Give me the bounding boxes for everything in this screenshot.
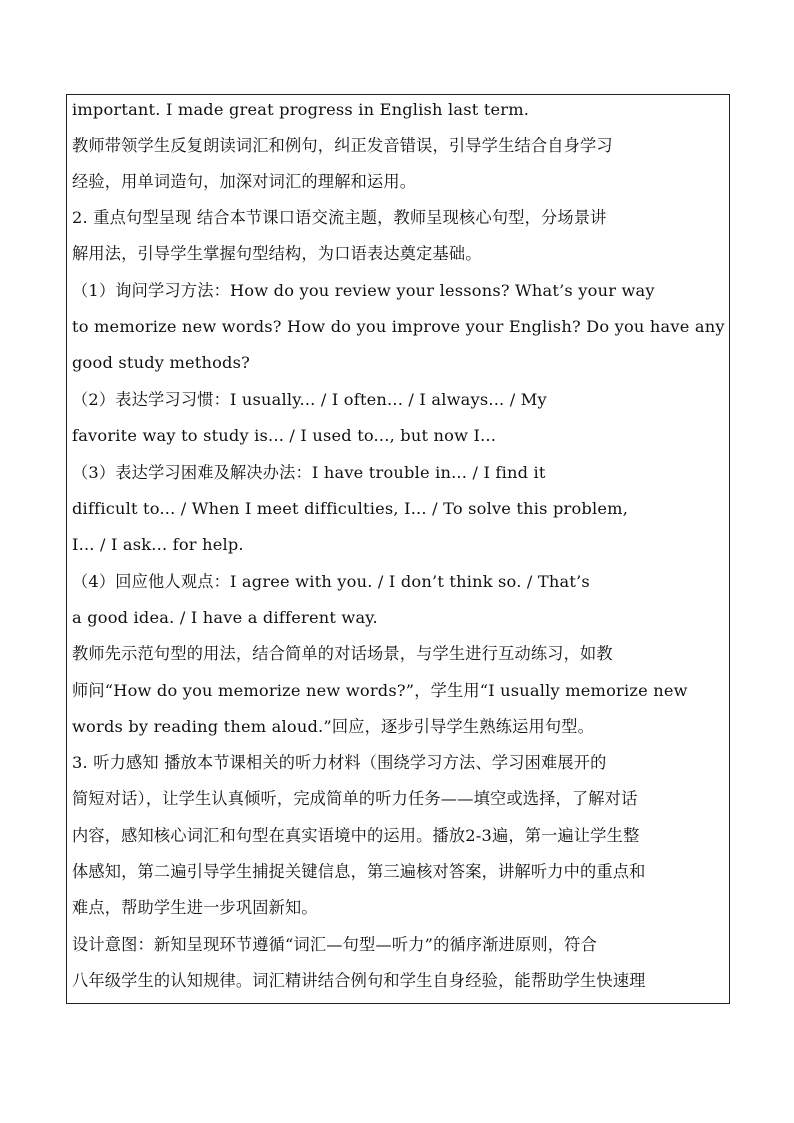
text-line-2: 教师带领学生反复朗读词汇和例句，纠正发音错误，引导学生结合自身学习 — [72, 136, 613, 155]
text-line-15: a good idea. / I have a different way. — [72, 608, 378, 627]
text-line-23: 难点，帮助学生进一步巩固新知。 — [72, 898, 318, 917]
text-line-1: important. I made great progress in English last term. — [72, 100, 530, 119]
text-line-20: 简短对话），让学生认真倾听，完成简单的听力任务——填空或选择，了解对话 — [72, 789, 638, 808]
text-line-22: 体感知，第二遍引导学生捕捉关键信息，第三遍核对答案，讲解听力中的重点和 — [72, 862, 646, 881]
text-line-14: （4）回应他人观点：I agree with you. / I don’t think so. / That’s — [72, 572, 590, 591]
text-line-8: good study methods? — [72, 353, 251, 372]
text-line-18: words by reading them aloud.”回应，逐步引导学生熟练运用句型。 — [72, 717, 595, 736]
text-line-3: 经验，用单词造句，加深对词汇的理解和运用。 — [72, 172, 417, 191]
text-line-17: 师问“How do you memorize new words?”，学生用“I usually memorize new — [72, 681, 688, 700]
text-line-12: difficult to... / When I meet difficulties, I... / To solve this problem, — [72, 499, 629, 518]
text-line-6: （1）询问学习方法：How do you review your lessons? What’s your way — [72, 281, 655, 300]
text-line-25: 八年级学生的认知规律。词汇精讲结合例句和学生自身经验，能帮助学生快速理 — [72, 971, 646, 990]
text-line-16: 教师先示范句型的用法，结合简单的对话场景，与学生进行互动练习，如教 — [72, 644, 613, 663]
text-line-21: 内容，感知核心词汇和句型在真实语境中的运用。播放2-3遍，第一遍让学生整 — [72, 826, 640, 845]
text-line-13: I... / I ask... for help. — [72, 535, 244, 554]
text-line-19: 3. 听力感知 播放本节课相关的听力材料（围绕学习方法、学习困难展开的 — [72, 753, 607, 772]
text-line-11: （3）表达学习困难及解决办法：I have trouble in... / I find it — [72, 463, 546, 482]
text-line-7: to memorize new words? How do you improve your English? Do you have any — [72, 317, 725, 336]
text-line-9: （2）表达学习习惯：I usually... / I often... / I always... / My — [72, 390, 547, 409]
text-line-24: 设计意图：新知呈现环节遵循“词汇—句型—听力”的循序渐进原则，符合 — [72, 935, 597, 954]
text-line-4: 2. 重点句型呈现 结合本节课口语交流主题，教师呈现核心句型，分场景讲 — [72, 208, 607, 227]
text-line-5: 解用法，引导学生掌握句型结构，为口语表达奠定基础。 — [72, 244, 482, 263]
text-line-10: favorite way to study is... / I used to..., but now I... — [72, 426, 497, 445]
